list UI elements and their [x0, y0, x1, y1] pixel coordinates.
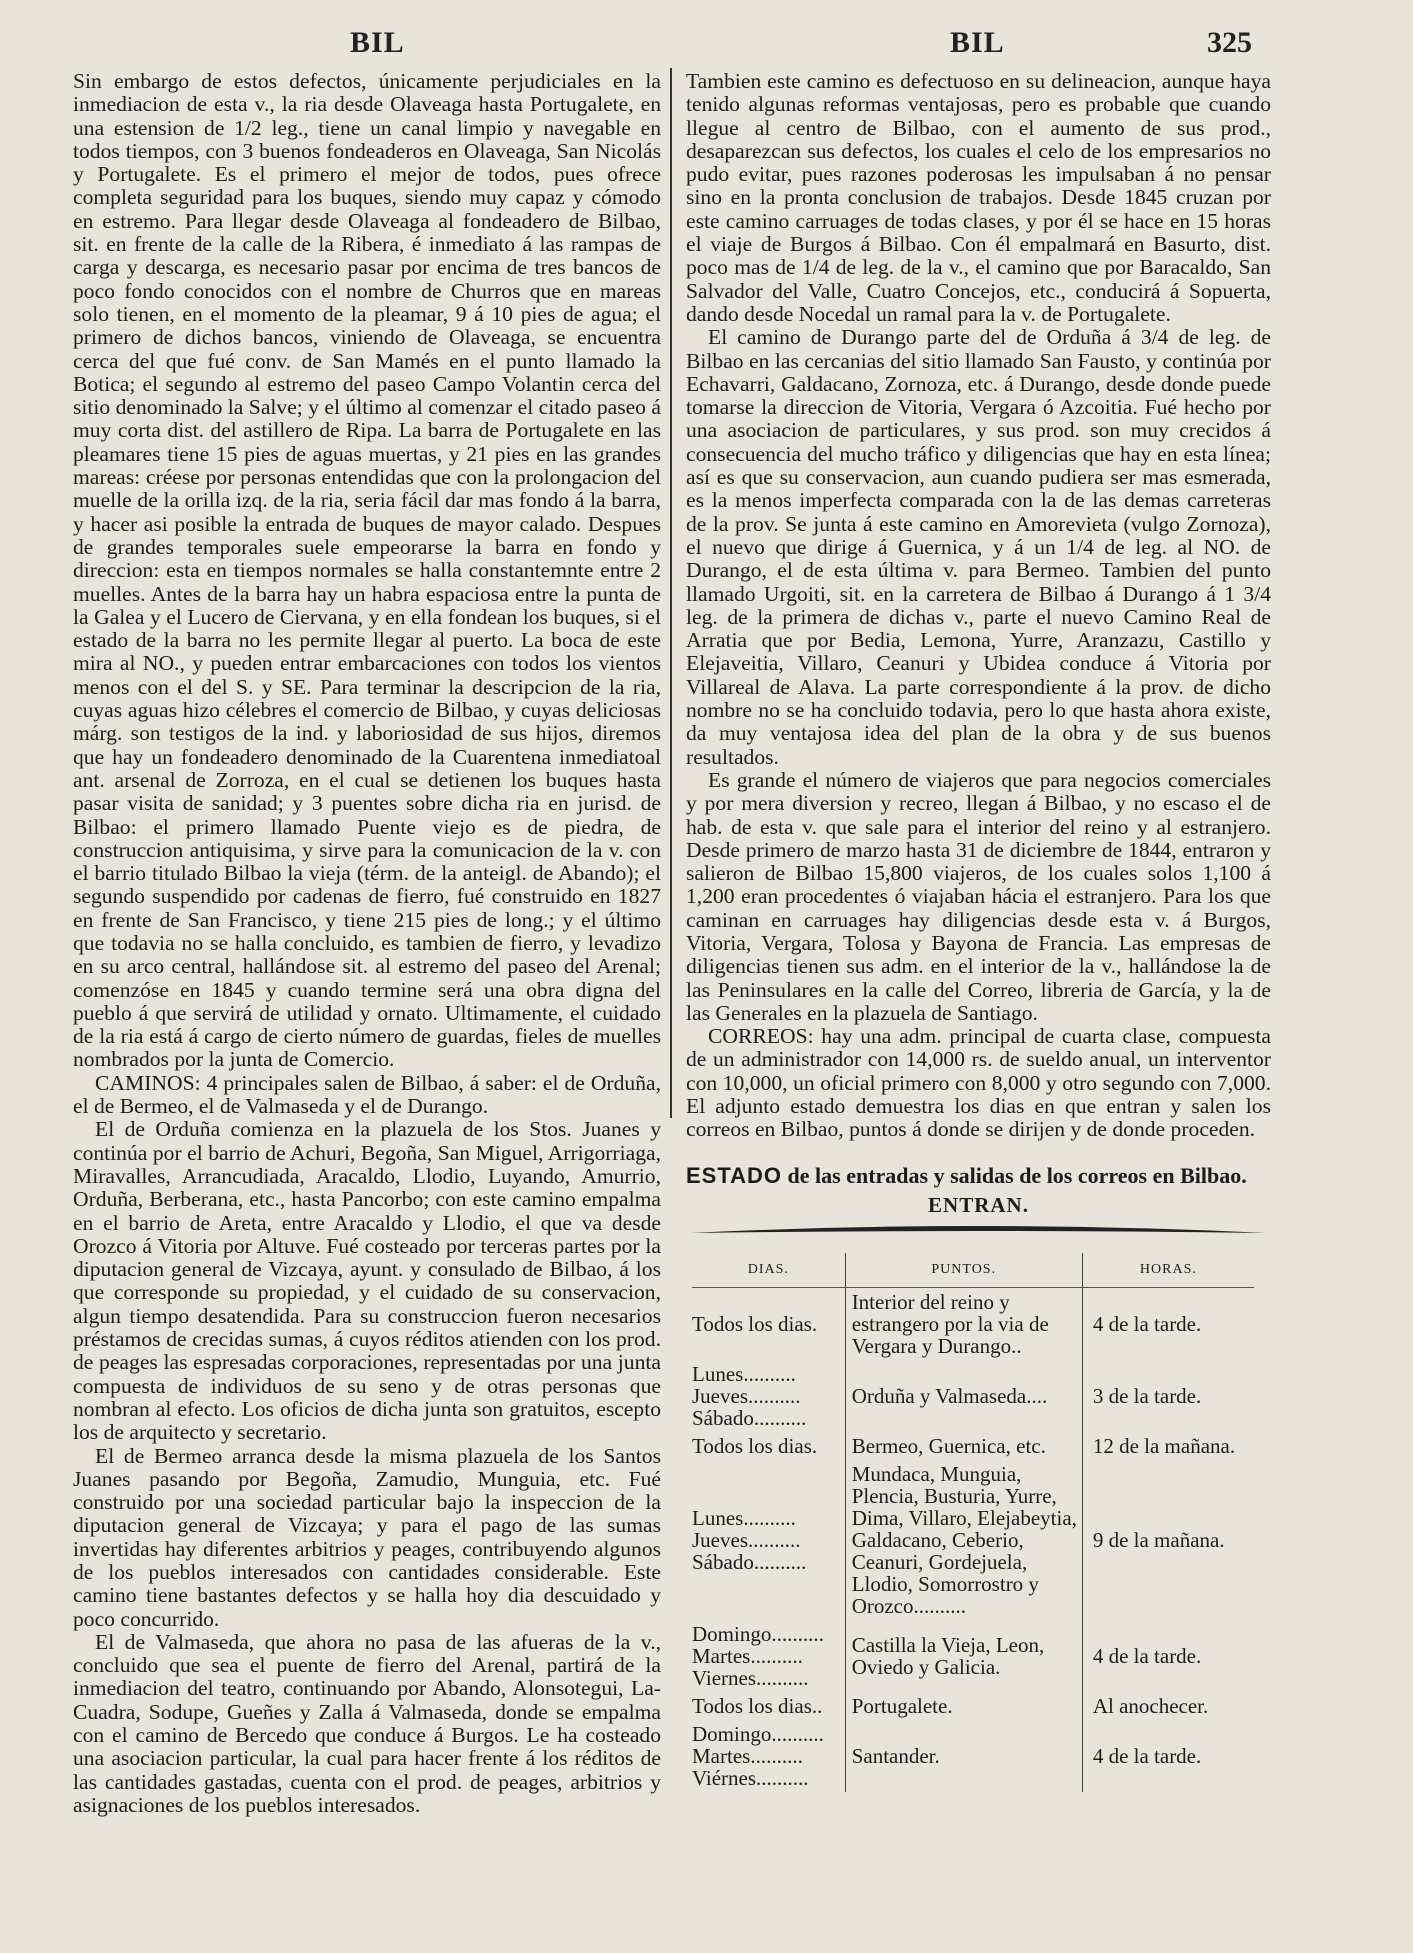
paragraph-bermeo: El de Bermeo arranca desde la misma plazuela de los Santos Juanes pasando por Begoña, Zamudio, Munguia, etc. Fué construido por una sociedad particular bajo la inspeccion de la diputacion general de Vizcaya; y para el pago de las sumas invertidas hay diferentes arbitrios y peages, contribuyendo algunos de los pueblos interesados con cantidades considerable. Este camino tiene bastantes defectos y se halla hoy dia descuidado y poco concurrido.: [73, 1443, 661, 1631]
paragraph-camino-defectos: Tambien este camino es defectuoso en su delineacion, aunque haya tenido algunas reformas ventajosas, pero es probable que cuando llegue al centro de Bilbao, con el aumento de sus prod., desaparezcan sus defectos, los cuales el celo de los empresarios no pudo evitar, pues razones poderosas les impulsaban á no pensar sino en la pronta conclusion de trabajos. Desde 1845 cruzan por este camino carruages de todas clases, y por él se hace en 15 horas el viaje de Burgos á Bilbao. Con él empalmará en Basurto, dist. poco mas de 1/4 de leg. de la v., el camino que por Baracaldo, San Salvador del Valle, Cuatro Concejos, etc., conducirá á Sopuerta, dando desde Nocedal un ramal para la v. de Portugalete.: [686, 69, 1271, 326]
row-dias: Lunes.......... Jueves.......... Sábado..........: [692, 1361, 807, 1430]
row-dias: Todos los dias.: [692, 1311, 818, 1336]
paragraph-caminos: CAMINOS: 4 principales salen de Bilbao, á saber: el de Orduña, el de Bermeo, el de Valmaseda y el de Durango.: [73, 1070, 661, 1119]
running-head-right: BIL: [950, 26, 1005, 59]
paragraph-correos: CORREOS: hay una adm. principal de cuarta clase, compuesta de un administrador con 14,000 rs. de sueldo anual, un interventor con 10,000, un oficial primero con 8,000 y otro segundo con 7,000. El adjunto estado demuestra los dias en que entran y salen los correos en Bilbao, puntos á donde se dirijen y de donde proceden.: [686, 1024, 1271, 1142]
row-dias: Domingo.......... Martes.......... Viérnes..........: [692, 1721, 824, 1790]
row-horas: 12 de la mañana.: [1082, 1432, 1254, 1460]
row-dias: Todos los dias..: [692, 1693, 823, 1718]
left-column: [73, 70, 661, 1817]
table-row: [692, 1720, 1254, 1792]
row-dias: Todos los dias.: [692, 1433, 818, 1458]
table-header-row: [692, 1253, 1254, 1288]
table-row: [692, 1460, 1254, 1620]
header-dias: DIAS.: [692, 1253, 845, 1288]
row-puntos: Orduña y Valmaseda....: [845, 1360, 1082, 1432]
row-puntos: Portugalete.: [845, 1692, 1082, 1720]
row-horas: 4 de la tarde.: [1082, 1287, 1254, 1360]
paragraph-valmaseda: El de Valmaseda, que ahora no pasa de las afueras de la v., concluido que sea el puente de fierro del Arenal, partirá de la inmediacion del teatro, continuando por Abando, Alonsotegui, La-Cuadra, Sodupe, Gueñes y Zalla á Valmaseda, donde se empalma con el camino de Bercedo que conduce á Burgos. Le ha costeado una asociacion particular, la cual para hacer frente á los réditos de las cantidades gastadas, cuenta con el prod. de peages, arbitrios y asignaciones de los pueblos interesados.: [73, 1629, 661, 1817]
table-row: [692, 1360, 1254, 1432]
running-head-left: BIL: [350, 26, 405, 59]
table-row: [692, 1287, 1254, 1360]
estado-title: [686, 1164, 1271, 1188]
correos-table: [692, 1253, 1254, 1792]
estado-title-rest: de las entradas y salidas de los correos en Bilbao.: [782, 1162, 1247, 1188]
header-horas: HORAS.: [1082, 1253, 1254, 1288]
row-puntos: Interior del reino y estrangero por la via de Vergara y Durango..: [845, 1287, 1082, 1360]
paragraph-ria: Sin embargo de estos defectos, únicamente perjudiciales en la inmediacion de esta v., la ria desde Olaveaga hasta Portugalete, en una estension de 1/2 leg., tiene un canal limpio y navegable en todos tiempos, con 3 buenos fondeaderos en Olaveaga, San Nicolás y Portugalete. Es el primero el mejor de todos, pues ofrece completa seguridad para los buques, siendo muy capaz y cómodo en estremo. Para llegar desde Olaveaga al fondeadero de Bilbao, sit. en frente de la calle de la Ribera, é inmediato á las rampas de carga y descarga, es necesario pasar por encima de tres bancos de poco fondo conocidos con el nombre de Churros que en mareas solo tienen, en el momento de la pleamar, 9 á 10 pies de agua; el primero de dichos bancos, viniendo de Olaveaga, se encuentra cerca del que fué conv. de San Mamés en el punto llamado la Botica; el segundo al estremo del paseo Campo Volantin cerca del sitio denominado la Salve; y el último al comenzar el citado paseo á muy corta dist. del astillero de Ripa. La barra de Portugalete en las pleamares tiene 15 pies de aguas muertas, y 21 pies en las grandes mareas: créese por personas entendidas que con la prolongacion del muelle de la orilla izq. de la ria, seria fácil dar mas fondo á la barra, y hacer asi posible la entrada de buques de mayor calado. Despues de grandes temporales suele empeorarse la barra en fondo y direccion: esta en tiempos normales se halla constantemnte entre 2 muelles. Antes de la barra hay un habra espaciosa entre la punta de la Galea y el Lucero de Ciervana, y en ella fondean los buques, si el estado de la barra no les permite llegar al puerto. La boca de este mira al NO., y pueden entrar embarcaciones con todos los vientos menos con el del S. y SE. Para terminar la descripcion de la ria, cuyas aguas hizo célebres el comercio de Bilbao, y cuyas deliciosas márg. son testigos de la ind. y laboriosidad de sus hijos, diremos que hay un fondeadero denominado de la Cuarentena inmediatoal ant. arsenal de Zorroza, en el cual se detienen los buques hasta pasar visita de sanidad; y 3 puentes sobre dicha ria en jurisd. de Bilbao: el primero llamado Puente viejo es de piedra, de construccion antiquisima, y sirve para la comunicacion de la v. con el barrio titulado Bilbao la vieja (térm. de la anteigl. de Abando); el segundo suspendido por cadenas de fierro, fué construido en 1827 en frente de San Francisco, y tiene 215 pies de long.; y el último que todavia no se halla concluido, es tambien de fierro, y levadizo en su arco central, hallándose sit. al estremo del paseo del Arenal; comenzóse en 1845 y cuando termine será una obra digna del pueblo á que servirá de utilidad y ornato. Ultimamente, el cuidado de la ria está á cargo de cierto número de guardas, fieles de muelles nombrados por la junta de Comercio.: [73, 69, 661, 1072]
page-header: [0, 0, 1413, 62]
header-puntos: PUNTOS.: [845, 1253, 1082, 1288]
table-row: [692, 1432, 1254, 1460]
paragraph-durango: El camino de Durango parte del de Orduña á 3/4 de leg. de Bilbao en las cercanias del sitio llamado San Fausto, y continúa por Echavarri, Galdacano, Zornoza, etc. á Durango, desde donde puede tomarse la direccion de Vitoria, Vergara ó Azcoitia. Fué hecho por una asociacion de particulares, y sus prod. son muy crecidos á consecuencia del mucho tráfico y diligencias que hay en esta línea; así es que su conservacion, aun cuando pudiera ser mas esmerada, es la menos imperfecta comparada con la de las demas carreteras de la prov. Se junta á este camino en Amorevieta (vulgo Zornoza), el nuevo que dirige á Guernica, y á un 1/4 de leg. al NO. de Durango, el de esta última v. para Bermeo. Tambien del punto llamado Urgoiti, sit. en la carretera de Bilbao á Durango á 1 3/4 leg. de la primera de dichas v., parte el nuevo Camino Real de Arratia que por Bedia, Lemona, Yurre, Aranzazu, Castillo y Elejaveitia, Villaro, Ceanuri y Ubidea conduce á Vitoria por Villareal de Alava. La parte correspondiente á la prov. de dicho nombre no se ha concluido todavia, pero lo que hasta ahora existe, da muy ventajosa idea del plan de la obra y de sus buenos resultados.: [686, 325, 1271, 769]
row-horas: 4 de la tarde.: [1082, 1720, 1254, 1792]
paragraph-orduna: El de Orduña comienza en la plazuela de los Stos. Juanes y continúa por el barrio de Achuri, Begoña, San Miguel, Arrigorriaga, Miravalles, Arrancudiada, Aracaldo, Llodio, Luyando, Amurrio, Orduña, Berberana, etc., hasta Pancorbo; con este camino empalma en el barrio de Areta, entre Aracaldo y Llodio, el que va desde Orozco á Vitoria por Altuve. Fué costeado por terceras partes por la diputacion general de Vizcaya, ayunt. y consulado de Bilbao, á los que corresponde su propiedad, y el cuidado de su conservacion, algun tiempo desatendida. Para su construccion fueron necesarios préstamos de crecidas sumas, á cuyos réditos atienden con los prod. de peages las espresadas corporaciones, representadas por una junta compuesta de individuos de su seno y de otras personas que nombran al efecto. Los oficios de dicha junta son gratuitos, escepto los de arquitecto y secretario.: [73, 1117, 661, 1445]
table-row: [692, 1692, 1254, 1720]
row-puntos: Castilla la Vieja, Leon, Oviedo y Galicia.: [845, 1620, 1082, 1692]
row-puntos: Santander.: [845, 1720, 1082, 1792]
right-column: [686, 70, 1271, 1792]
row-horas: 3 de la tarde.: [1082, 1360, 1254, 1432]
row-horas: 9 de la mañana.: [1082, 1460, 1254, 1620]
paragraph-viajeros: Es grande el número de viajeros que para negocios comerciales y por mera diversion y recreo, llegan á Bilbao, y no escaso el de hab. de esta v. que sale para el interior del reino y al estranjero. Desde primero de marzo hasta 31 de diciembre de 1844, entraron y salieron de Bilbao 15,800 viajeros, de los cuales solos 1,100 á 1,200 eran procedentes ó viajaban hácia el estranjero. Para los que caminan en carruages hay diligencias desde esta v. á Burgos, Vitoria, Vergara, Tolosa y Bayona de Francia. Las empresas de diligencias tienen sus adm. en el interior de la v., hallándose la de las Peninsulares en la calle del Correo, libreria de García, y la de las Generales en la plazuela de Santiago.: [686, 767, 1271, 1025]
column-divider: [670, 68, 672, 1118]
row-dias: Lunes.......... Jueves.......... Sábado..........: [692, 1505, 807, 1574]
page-number: 325: [1207, 26, 1252, 59]
row-puntos: Mundaca, Munguia, Plencia, Busturia, Yurre, Dima, Villaro, Elejabeytia, Galdacano, Ceberio, Ceanuri, Gordejuela, Llodio, Somorrostro y Orozco..........: [845, 1460, 1082, 1620]
row-horas: Al anochecer.: [1082, 1692, 1254, 1720]
ornamental-rule: [686, 1223, 1271, 1239]
table-row: [692, 1620, 1254, 1692]
entran-heading: ENTRAN.: [928, 1192, 1029, 1217]
row-horas: 4 de la tarde.: [1082, 1620, 1254, 1692]
row-puntos: Bermeo, Guernica, etc.: [845, 1432, 1082, 1460]
row-dias: Domingo.......... Martes.......... Viernes..........: [692, 1621, 824, 1690]
estado-title-caps: ESTADO: [686, 1162, 783, 1188]
